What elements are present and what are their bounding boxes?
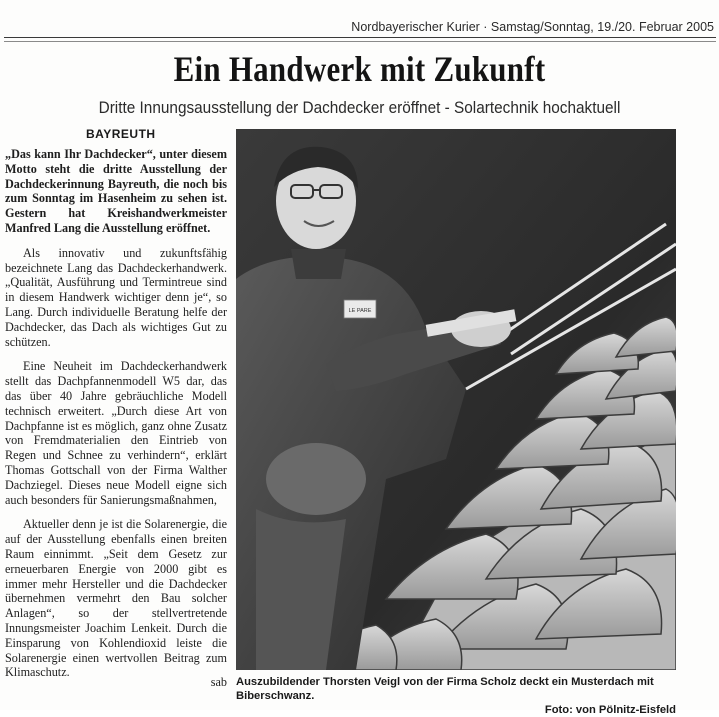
article-paragraph: Eine Neuheit im Dachdeckerhandwerk stellt das Dachpfannenmodell W5 dar, das das über 40 Jahre gebräuchliche Modell technisch erweitert. „Durch diese Art von Dachpfanne ist es möglich, ganz ohne Zusatz von Fremdmaterialien den Eintrieb von Regen und Schnee zu verhindern“, erklärt Thomas Gottschall von der Firma Walther Dachziegel. Dieses neue Modell eigne sich auch besonders für Sanierungsmaßnahmen, (5, 359, 227, 507)
article-paragraph: Als innovativ und zukunftsfähig bezeichnete Lang das Dachdeckerhandwerk. „Qualität, Ausführung und Termintreue sind in diesem Handwerk wichtiger denn je“, so Lang. Durch individuelle Beratung helfe der Dachdecker, das Dach als wichtiges Gut zu schützen. (5, 245, 227, 349)
masthead-rule (4, 37, 716, 38)
photo-credit: Foto: von Pölnitz-Eisfeld (544, 704, 676, 716)
article-column (5, 147, 227, 690)
subheadline: Dritte Innungsausstellung der Dachdecker eröffnet - Solartechnik hochaktuell (98, 99, 621, 117)
news-photo (236, 129, 676, 670)
dateline: BAYREUTH (86, 127, 156, 141)
caption-text: Auszubildender Thorsten Veigl von der Firma Scholz deckt ein Musterdach mit Biberschwanz. (236, 676, 654, 702)
masthead: Nordbayerischer Kurier · Samstag/Sonntag, 19./20. Februar 2005 (351, 20, 714, 34)
article-lead: „Das kann Ihr Dachdecker“, unter diesem Motto steht die dritte Ausstellung der Dachdeckerinnung Bayreuth, die noch bis zum Sonntag im Hasenheim zu sehen ist. Gestern hat Kreishandwerkmeister Manfred Lang die Ausstellung eröffnet. (5, 147, 227, 235)
article-paragraph: Aktueller denn je ist die Solarenergie, die auf der Ausstellung ebenfalls einen breiten Raum einnimmt. „Seit dem Gesetz zur erneuerbaren Energie von 2000 gibt es immer mehr Hersteller und die Dachdecker übernehmen vermehrt den Bau solcher Anlagen“, so der stellvertretende Innungsmeister Joachim Lenkeit. Durch die Einsparung von Kohlendioxid leiste die Solarenergie einen wertvollen Beitrag zum Klimaschutz. (5, 517, 227, 680)
author-signature: sab (210, 675, 227, 690)
masthead-rule-thin (4, 41, 716, 42)
photo-caption (236, 675, 676, 717)
photo-illustration (236, 129, 676, 670)
headline: Ein Handwerk mit Zukunft (173, 49, 546, 89)
name-badge-text: LE PARE (348, 308, 372, 314)
